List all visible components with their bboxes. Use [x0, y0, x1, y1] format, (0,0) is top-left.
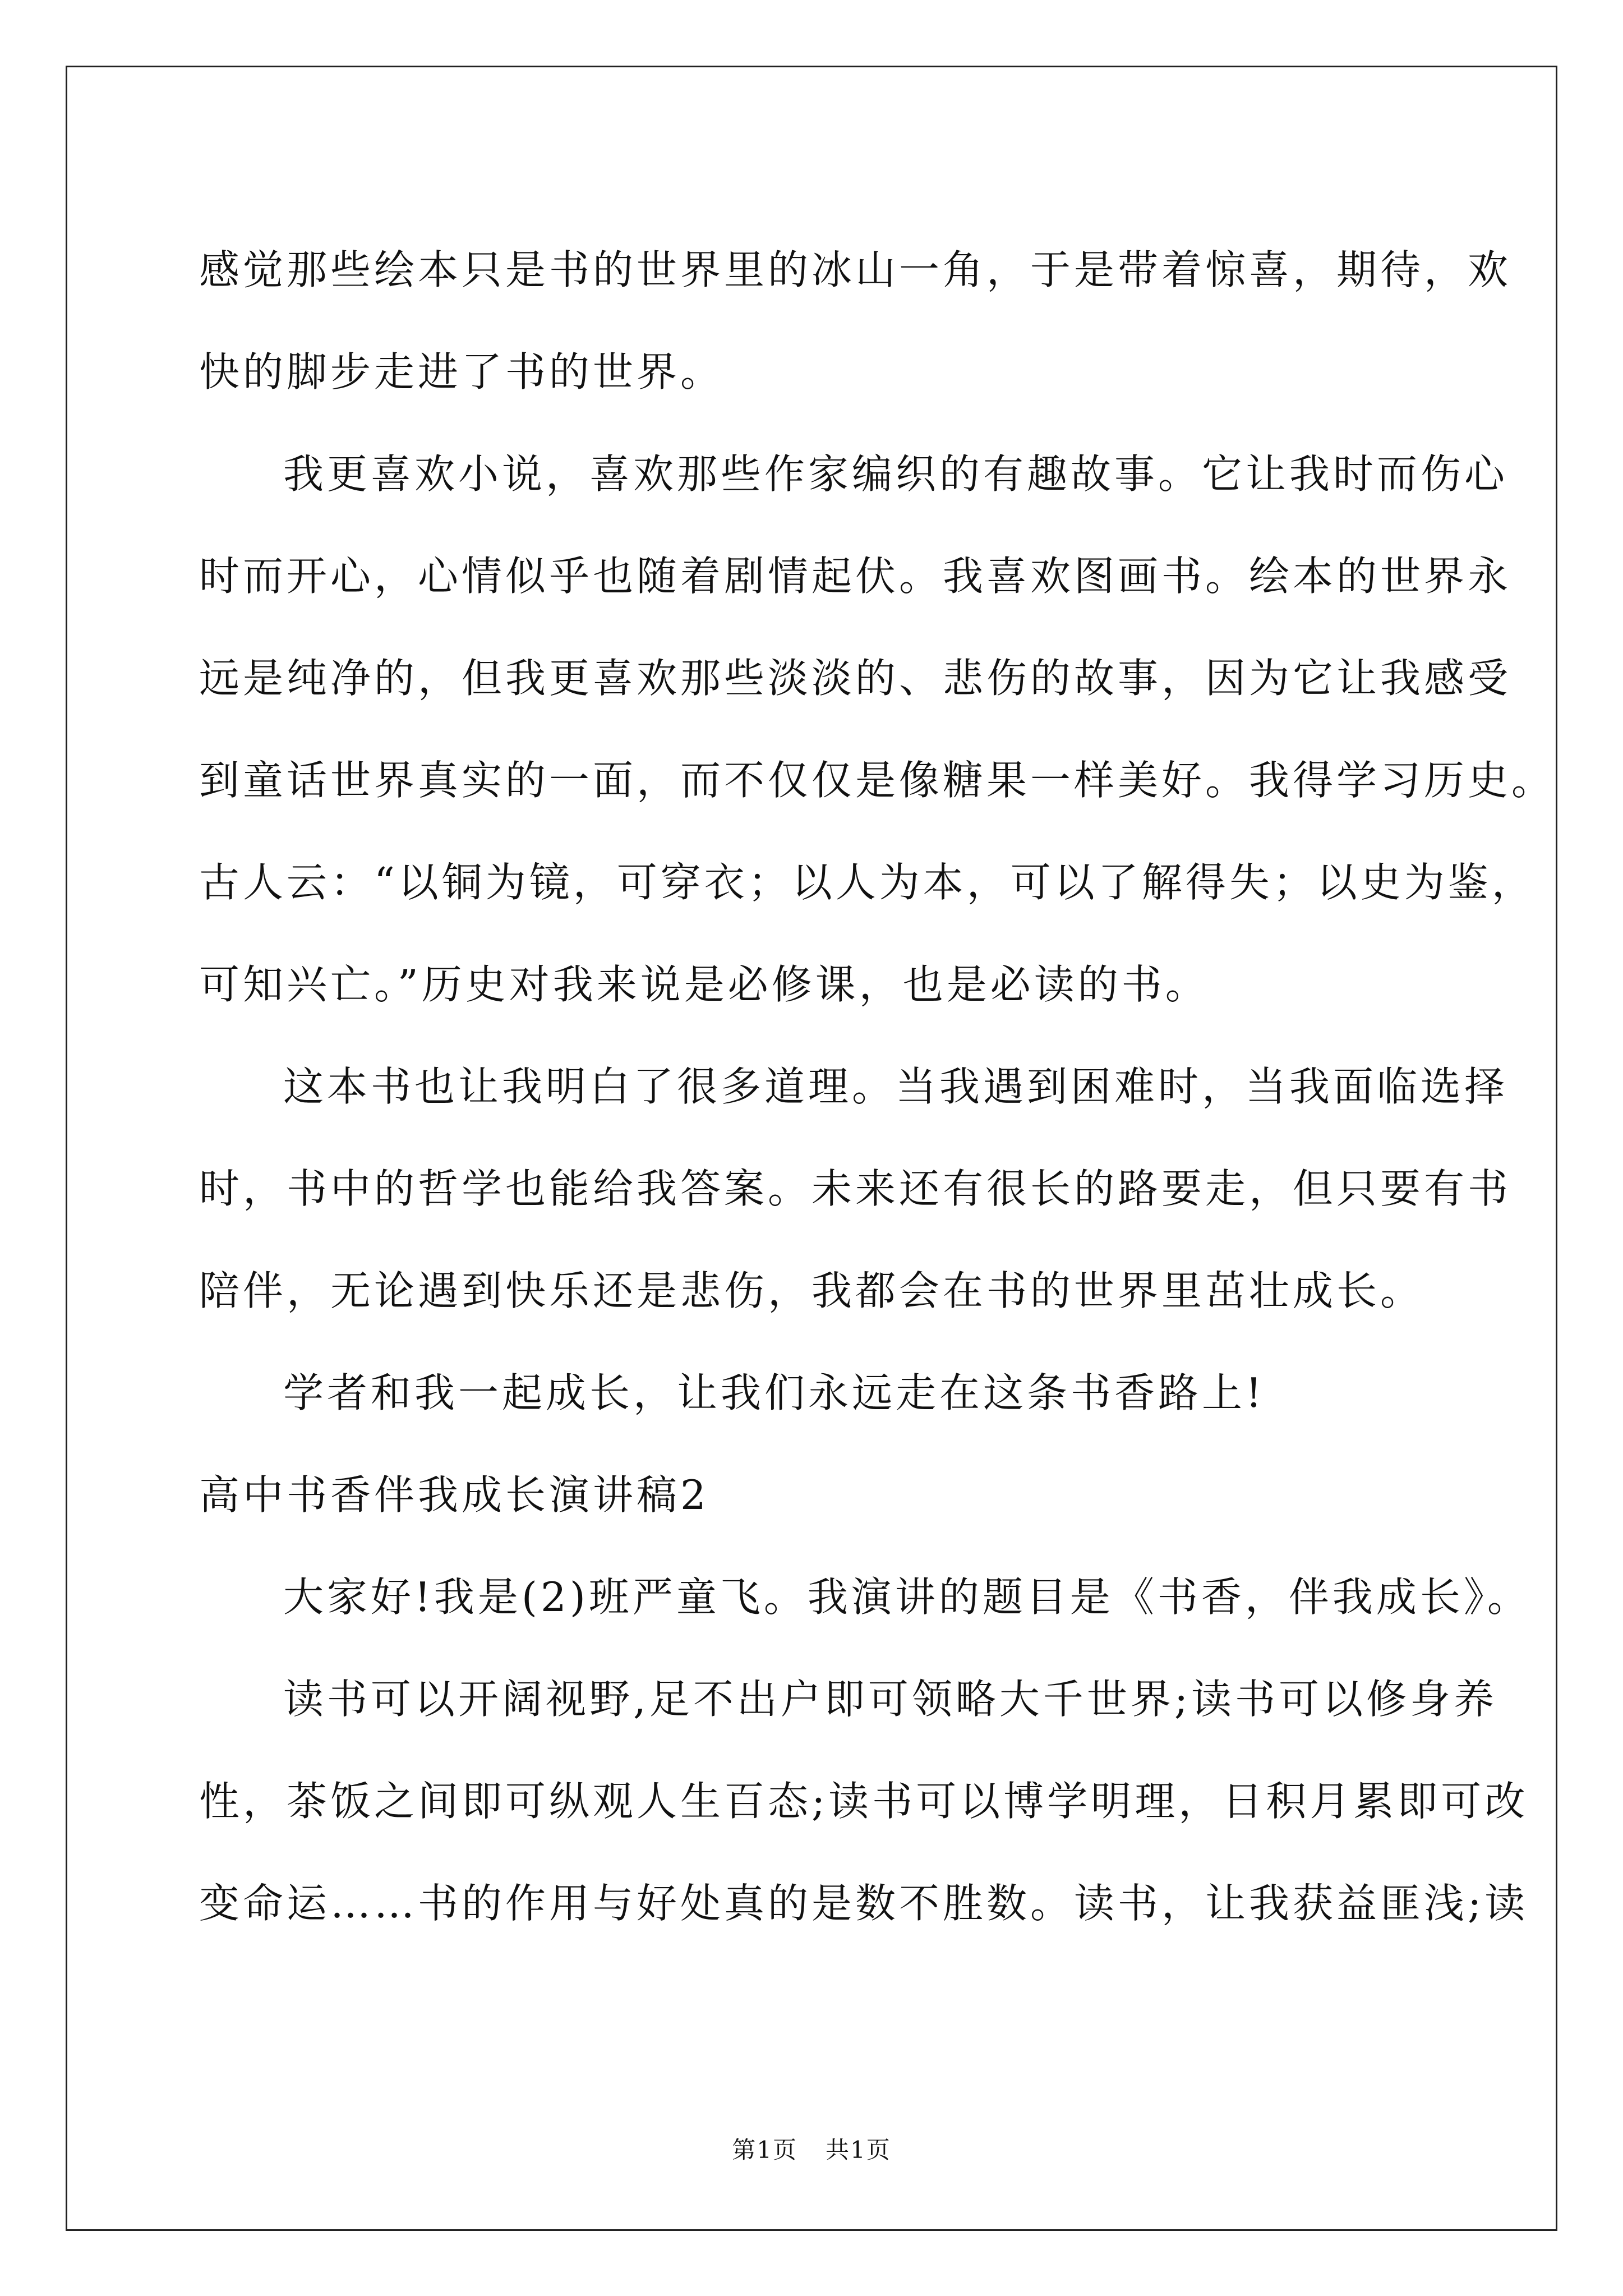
text-line: 感觉那些绘本只是书的世界里的冰山一角，于是带着惊喜，期待，欢: [199, 246, 1512, 293]
page-total: 共1页: [826, 2136, 891, 2164]
document-body: [199, 219, 1556, 1954]
text-line: 快的脚步走进了书的世界。: [199, 348, 725, 395]
text-line: 陪伴，无论遇到快乐还是悲伤，我都会在书的世界里茁壮成长。: [199, 1267, 1424, 1314]
page-number: 第1页: [732, 2136, 797, 2164]
paragraph-start: 读书可以开阔视野,足不出户即可领略大千世界;读书可以修身养: [283, 1676, 1498, 1723]
text-line: 可知兴亡。”历史对我来说是必修课，也是必读的书。: [199, 961, 1209, 1008]
paragraph-start: 我更喜欢小说，喜欢那些作家编织的有趣故事。它让我时而伤心: [283, 450, 1509, 498]
text-line: 到童话世界真实的一面，而不仅仅是像糖果一样美好。我得学习历史。: [199, 757, 1556, 804]
paragraph-start: 这本书也让我明白了很多道理。当我遇到困难时，当我面临选择: [283, 1063, 1509, 1110]
paragraph-start: 大家好!我是(2)班严童飞。我演讲的题目是《书香，伴我成长》。: [283, 1573, 1531, 1621]
text-line: 远是纯净的，但我更喜欢那些淡淡的、悲伤的故事，因为它让我感受: [199, 655, 1512, 702]
page-footer: [0, 2133, 1623, 2167]
section-heading: 高中书香伴我成长演讲稿2: [199, 1471, 709, 1519]
text-line: 变命运……书的作用与好处真的是数不胜数。读书，让我获益匪浅;读: [199, 1880, 1529, 1927]
text-line: 古人云：“以铜为镜，可穿衣；以人为本，可以了解得失；以史为鉴，: [199, 859, 1536, 906]
text-line: 时而开心，心情似乎也随着剧情起伏。我喜欢图画书。绘本的世界永: [199, 553, 1512, 600]
paragraph-start: 学者和我一起成长，让我们永远走在这条书香路上!: [283, 1369, 1265, 1416]
text-line: 性，茶饭之间即可纵观人生百态;读书可以博学明理，日积月累即可改: [199, 1778, 1529, 1825]
text-line: 时，书中的哲学也能给我答案。未来还有很长的路要走，但只要有书: [199, 1165, 1512, 1212]
